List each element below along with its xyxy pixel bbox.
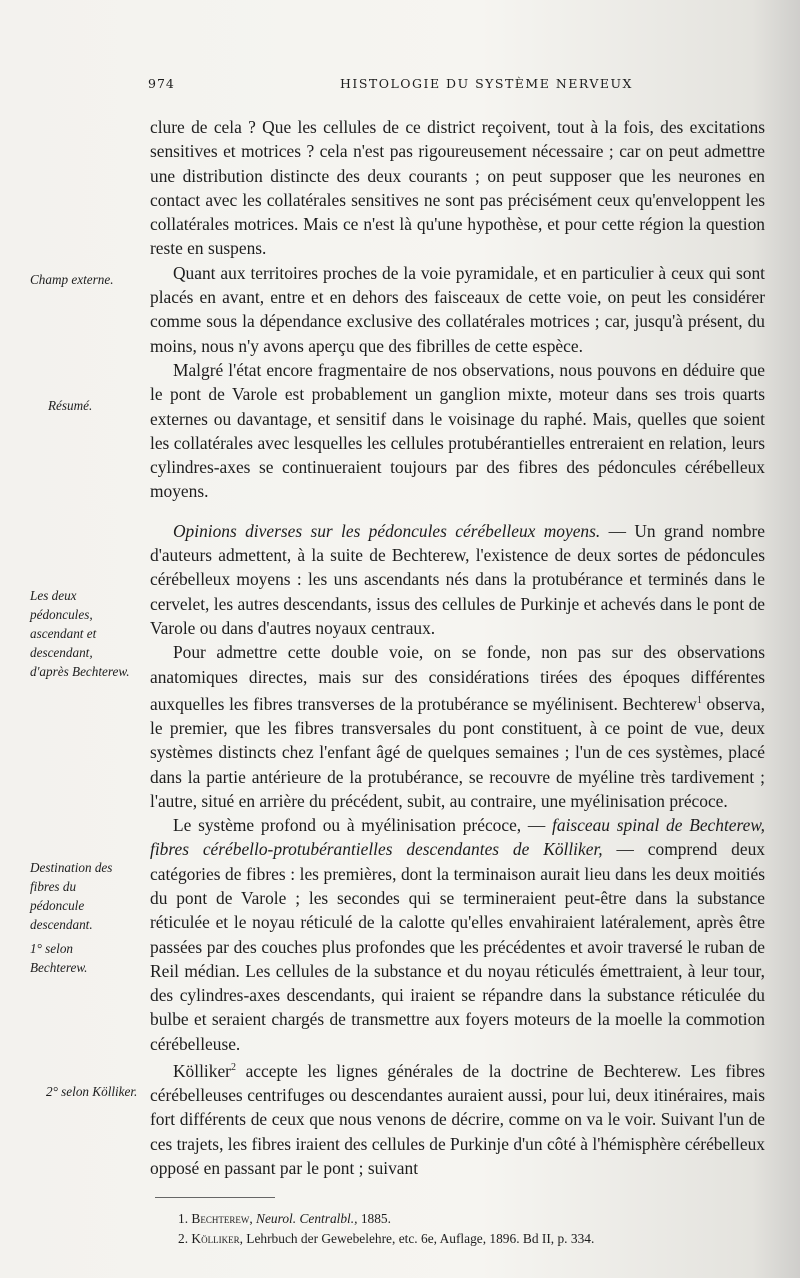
- margin-note-selon-bechterew: 1° selon Bechterew.: [30, 941, 88, 975]
- footnotes: [178, 1209, 778, 1249]
- paragraph-5-text-a: Pour admettre cette double voie, on se fonde, non pas sur des observations anatomiques directes, mais sur des considérations tirées des époques différentes auxquelles les fibres transverses de la protubérance se myélinisent. Bechterew: [150, 642, 765, 714]
- footnote-2: [178, 1229, 778, 1249]
- paragraph-5: [150, 640, 765, 813]
- paragraph-1: clure de cela ? Que les cellules de ce district reçoivent, tout à la fois, des excitations sensitives et motrices ? cela n'est pas rigoureusement nécessaire ; car on peut admettre une distribution distincte des deux courants ; on peut supposer que les neurones en contact avec les collatérales sensitives ne sont pas précisément ceux qu'enveloppent les collatérales motrices. Mais ce n'est là qu'une hypothèse, et pour cette région la question reste en suspens.: [150, 117, 765, 259]
- paragraph-4-text: — Un grand nombre d'auteurs admettent, à la suite de Bechterew, l'existence de deux sortes de pédoncules cérébelleux moyens : les uns ascendants nés dans la protubérance et terminés dans le cervelet, les autres descendants, issus des cellules de Purkinje et achevés dans le pont de Varole ou dans d'autres noyaux centraux.: [150, 520, 765, 638]
- footnote-ref-1: 1: [696, 694, 702, 706]
- page-header: [148, 76, 768, 100]
- paragraph-3: Malgré l'état encore fragmentaire de nos observations, nous pouvons en déduire que le pont de Varole est probablement un ganglion mixte, moteur dans ses trois quarts externes ou davantage, et sensitif dans le voisinage du raphé. Mais, quelles que soient les collatérales avec lesquelles les cellules protubérantielles entreraient en relation, leurs cylindres-axes se continueraient toujours par des fibres des pédoncules cérébelleux moyens.: [150, 359, 765, 502]
- section-subtitle: Opinions diverses sur les pédoncules cérébelleux moyens.: [173, 520, 601, 541]
- body-text: [150, 115, 765, 1180]
- footnote-ref-2: 2: [230, 1062, 236, 1074]
- footnote-2-rest: Lehrbuch der Gewebelehre, etc. 6e, Auflage, 1896. Bd II, p. 334.: [242, 1231, 595, 1246]
- page-number: 974: [148, 76, 175, 91]
- footnote-1-author: Bechterew,: [191, 1211, 253, 1226]
- paragraph-2: Quant aux territoires proches de la voie pyramidale, et en particulier à ceux qui sont placés en avant, entre et en dehors des faisceaux de cette voie, on peut les considérer comme sous la dépendance exclusive des collatérales motrices ; car, jusqu'à présent, du moins, nous n'y avons aperçu que des fibrilles de cette espèce.: [150, 262, 765, 356]
- footnote-1: [178, 1209, 778, 1229]
- footnote-2-author: Kölliker,: [191, 1231, 243, 1246]
- paragraph-6-text-a: Le système profond ou à myélinisation précoce, —: [173, 815, 553, 836]
- footnote-1-journal: Neurol. Centralbl.,: [256, 1211, 358, 1226]
- footnote-1-rest: 1885.: [357, 1211, 391, 1226]
- margin-note-destination: Destination des fibres du pédoncule descendant.: [30, 860, 113, 932]
- paragraph-7-text-a: Kölliker: [173, 1060, 231, 1081]
- margin-note-deux-pedoncules: Les deux pédoncules, ascendant et descendant, d'après Bechterew.: [30, 588, 130, 679]
- paragraph-6-italic: faisceau spinal de Bechterew, fibres cérébello-protubérantielles descendantes de Kölliker,: [150, 815, 765, 860]
- paragraph-5-text-b: observa, le premier, que les fibres transversales du pont constituent, à ce point de vue, deux systèmes distincts chez l'enfant âgé de quelques semaines ; l'un de ces systèmes, placé dans la partie antérieure de la protubérance, se recouvre de myéline très tardivement ; l'autre, situé en arrière du précédent, subit, au contraire, une myélinisation précoce.: [150, 693, 765, 811]
- margin-note-selon-kolliker: 2° selon Kölliker.: [46, 1084, 138, 1099]
- paragraph-7-text-b: accepte les lignes générales de la doctrine de Bechterew. Les fibres cérébelleuses centrifuges ou descendantes auraient aussi, pour lui, deux itinéraires, mais fort différents de ceux que nous venons de décrire, comme on va le voir. Suivant l'un de ces trajets, les fibres iraient des cellules de Purkinje d'un côté à l'hémisphère cérébelleux opposé en passant par le pont ; suivant: [150, 1060, 765, 1179]
- margin-note-resume: Résumé.: [48, 398, 93, 413]
- paragraph-4: [150, 519, 765, 640]
- footnote-2-number: 2.: [178, 1231, 189, 1246]
- footnote-1-number: 1.: [178, 1211, 189, 1226]
- running-title: HISTOLOGIE DU SYSTÈME NERVEUX: [340, 76, 633, 91]
- margin-note-champ-externe: Champ externe.: [30, 272, 114, 287]
- paragraph-6-text-b: — comprend deux catégories de fibres : les premières, dont la terminaison aurait lieu dans les deux moitiés du pont de Varole ; les secondes qui se termineraient peut-être dans la substance réticulée et le noyau réticulé de la calotte qu'elles envahiraient latéralement, après être passées par des couches plus profondes que les précédentes et avoir traversé le ruban de Reil médian. Les cellules de la substance et du noyau réticulés émettraient, à leur tour, des cylindres-axes descendants, qui iraient se répandre dans la substance réticulée du bulbe et seraient chargés de transmettre aux foyers moteurs de la moelle la commotion cérébelleuse.: [150, 839, 765, 1054]
- paragraph-7: [150, 1056, 765, 1180]
- paragraph-6: [150, 813, 765, 1056]
- footnote-rule: [155, 1197, 275, 1198]
